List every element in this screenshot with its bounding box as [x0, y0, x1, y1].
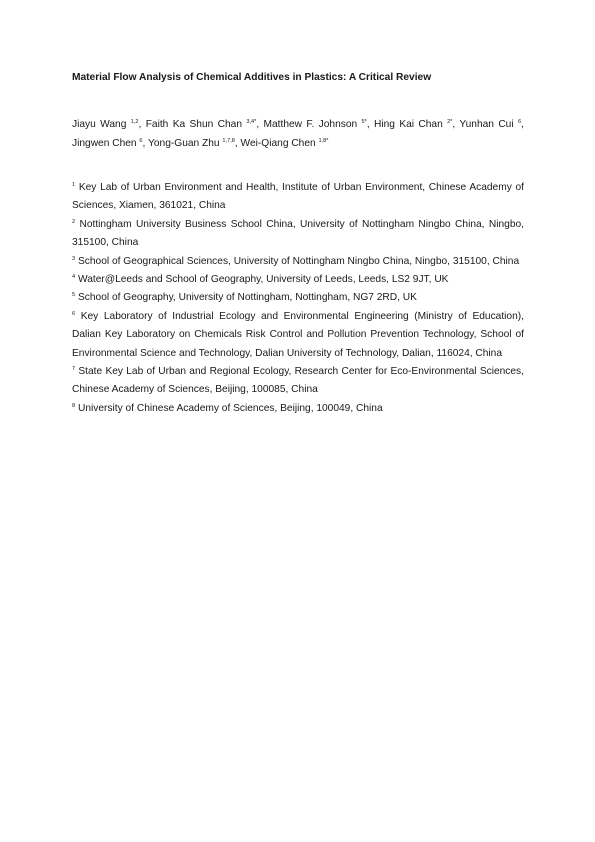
- affiliation-item: [72, 271, 524, 289]
- author-affiliation-marker: 1,7,8: [222, 138, 235, 144]
- affiliation-item: [72, 216, 524, 253]
- affiliation-item: [72, 400, 524, 418]
- author-list: Jiayu Wang $^{1,2}$, Faith Ka Shun Chan $^{3,4*}$, Matthew F. Johnson $^{5*}$, Hing Kai Chan $^{2*}$, Yunhan Cui $^6$, Jingwen Chen $^6$, Yong-Guan Zhu $^{1,7,8}$, Wei-Qiang Chen $^{1,8*}$: [72, 119, 524, 149]
- affiliation-item: [72, 253, 524, 271]
- affiliation-text: University of Chinese Academy of Sciences, Beijing, 100049, China: [77, 402, 383, 414]
- affiliation-list: [72, 179, 524, 418]
- author-name: Jingwen Chen: [72, 138, 137, 149]
- affiliation-number: 1: [72, 182, 76, 188]
- affiliation-number: 8: [72, 402, 76, 409]
- affiliation-item: [72, 363, 524, 400]
- paper-title: Material Flow Analysis of Chemical Additives in Plastics: A Critical Review: [72, 72, 432, 83]
- affiliation-item: [72, 179, 524, 216]
- author-affiliation-marker: 3,4*: [246, 119, 257, 125]
- affiliation-text: Nottingham University Business School China, University of Nottingham Ningbo China, Ningbo, 315100, China: [72, 218, 524, 249]
- author-name: Matthew F. Johnson: [263, 119, 358, 130]
- affiliation-number: 5: [72, 292, 76, 299]
- affiliation-text: School of Geographical Sciences, University of Nottingham Ningbo China, Ningbo, 315100, China: [77, 255, 520, 267]
- author-name: Faith Ka Shun Chan: [145, 119, 243, 130]
- author-affiliation-marker: 6: [517, 119, 522, 125]
- author-affiliation-marker: 1,2: [130, 119, 139, 125]
- author-affiliation-marker: 2*: [447, 119, 453, 125]
- author-affiliation-marker: 6: [139, 138, 143, 144]
- author-name: Yunhan Cui: [459, 119, 514, 130]
- author-name: Yong-Guan Zhu: [148, 138, 220, 149]
- affiliation-number: 3: [72, 255, 76, 262]
- author-affiliation-marker: 1,8*: [318, 138, 329, 144]
- affiliation-text: Water@Leeds and School of Geography, University of Leeds, Leeds, LS2 9JT, UK: [77, 274, 449, 286]
- affiliation-number: 2: [72, 218, 76, 225]
- affiliation-number: 4: [72, 274, 76, 281]
- author-name: Jiayu Wang: [72, 119, 127, 130]
- affiliation-text: School of Geography, University of Nottingham, Nottingham, NG7 2RD, UK: [77, 292, 417, 304]
- author-name: Hing Kai Chan: [374, 119, 443, 130]
- affiliation-number: 7: [72, 366, 76, 373]
- affiliation-text: State Key Lab of Urban and Regional Ecology, Research Center for Eco-Environmental Sciences, Chinese Academy of Sciences, Beijing, 100085, China: [72, 366, 524, 396]
- author-name: Wei-Qiang Chen: [240, 138, 316, 149]
- affiliation-item: [72, 289, 524, 307]
- affiliation-number: 6: [72, 310, 76, 317]
- affiliation-text: Key Laboratory of Industrial Ecology and Environmental Engineering (Ministry of Education), Dalian Key Laboratory on Chemicals Risk Control and Pollution Prevention Technology, School of Environmental Science and Technology, Dalian University of Technology, Dalian, 116024, China: [72, 310, 524, 359]
- author-affiliation-marker: 5*: [361, 119, 367, 125]
- affiliation-item: [72, 308, 524, 363]
- affiliation-text: Key Lab of Urban Environment and Health, Institute of Urban Environment, Chinese Academy of Sciences, Xiamen, 361021, China: [72, 182, 524, 212]
